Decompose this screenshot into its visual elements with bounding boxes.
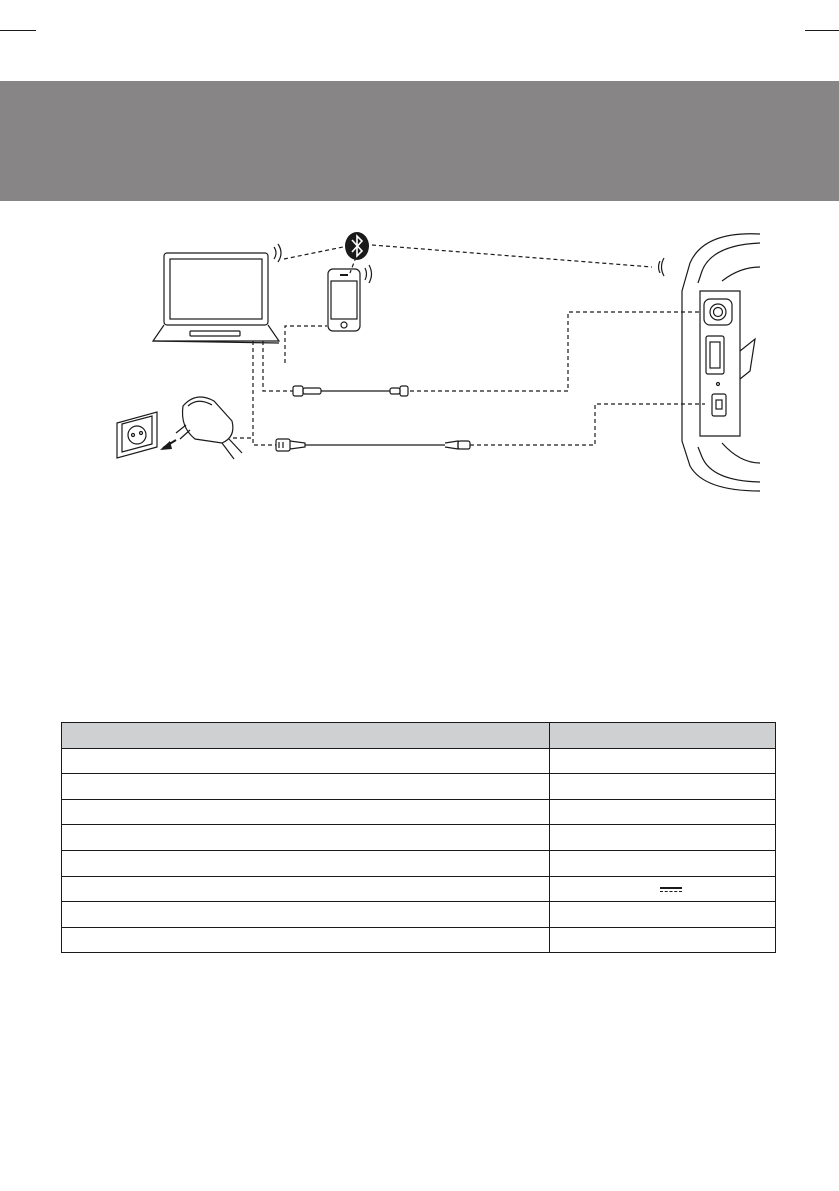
power-adapter-icon <box>176 397 242 459</box>
table-row <box>62 774 776 800</box>
table-cell <box>62 748 550 774</box>
table-cell <box>550 850 776 876</box>
table-row <box>62 902 776 928</box>
table-cell <box>550 774 776 800</box>
dc-current-icon <box>660 886 682 894</box>
crop-mark-right <box>805 30 839 31</box>
table-cell <box>550 825 776 851</box>
table-cell <box>550 876 776 902</box>
crop-mark-left <box>0 30 36 31</box>
table-cell <box>62 927 550 953</box>
table-cell <box>550 748 776 774</box>
insert-arrow-head <box>160 441 172 450</box>
header-band <box>0 81 839 201</box>
wall-socket-icon <box>117 412 157 458</box>
table-cell <box>62 850 550 876</box>
table-row <box>62 825 776 851</box>
table-cell <box>550 902 776 928</box>
bluetooth-icon <box>345 232 369 260</box>
table-header-cell <box>62 723 550 749</box>
table-cell <box>550 927 776 953</box>
table-cell <box>550 799 776 825</box>
table-cell <box>62 825 550 851</box>
table-cell <box>62 902 550 928</box>
table-row <box>62 876 776 902</box>
table-row <box>62 799 776 825</box>
table-cell <box>62 799 550 825</box>
table-header-row <box>62 723 776 749</box>
spec-table <box>61 722 776 953</box>
table-row <box>62 927 776 953</box>
table-cell <box>62 876 550 902</box>
speaker-signal <box>659 258 665 276</box>
table-cell <box>62 774 550 800</box>
speaker-icon <box>682 234 760 491</box>
connection-diagram <box>0 201 839 501</box>
audio-cable <box>293 386 408 396</box>
usb-cable <box>276 439 470 451</box>
smartphone-icon <box>328 265 372 331</box>
table-row <box>62 850 776 876</box>
cable-paths <box>233 312 705 445</box>
table-row <box>62 748 776 774</box>
laptop-icon <box>153 244 281 343</box>
table-header-cell <box>550 723 776 749</box>
